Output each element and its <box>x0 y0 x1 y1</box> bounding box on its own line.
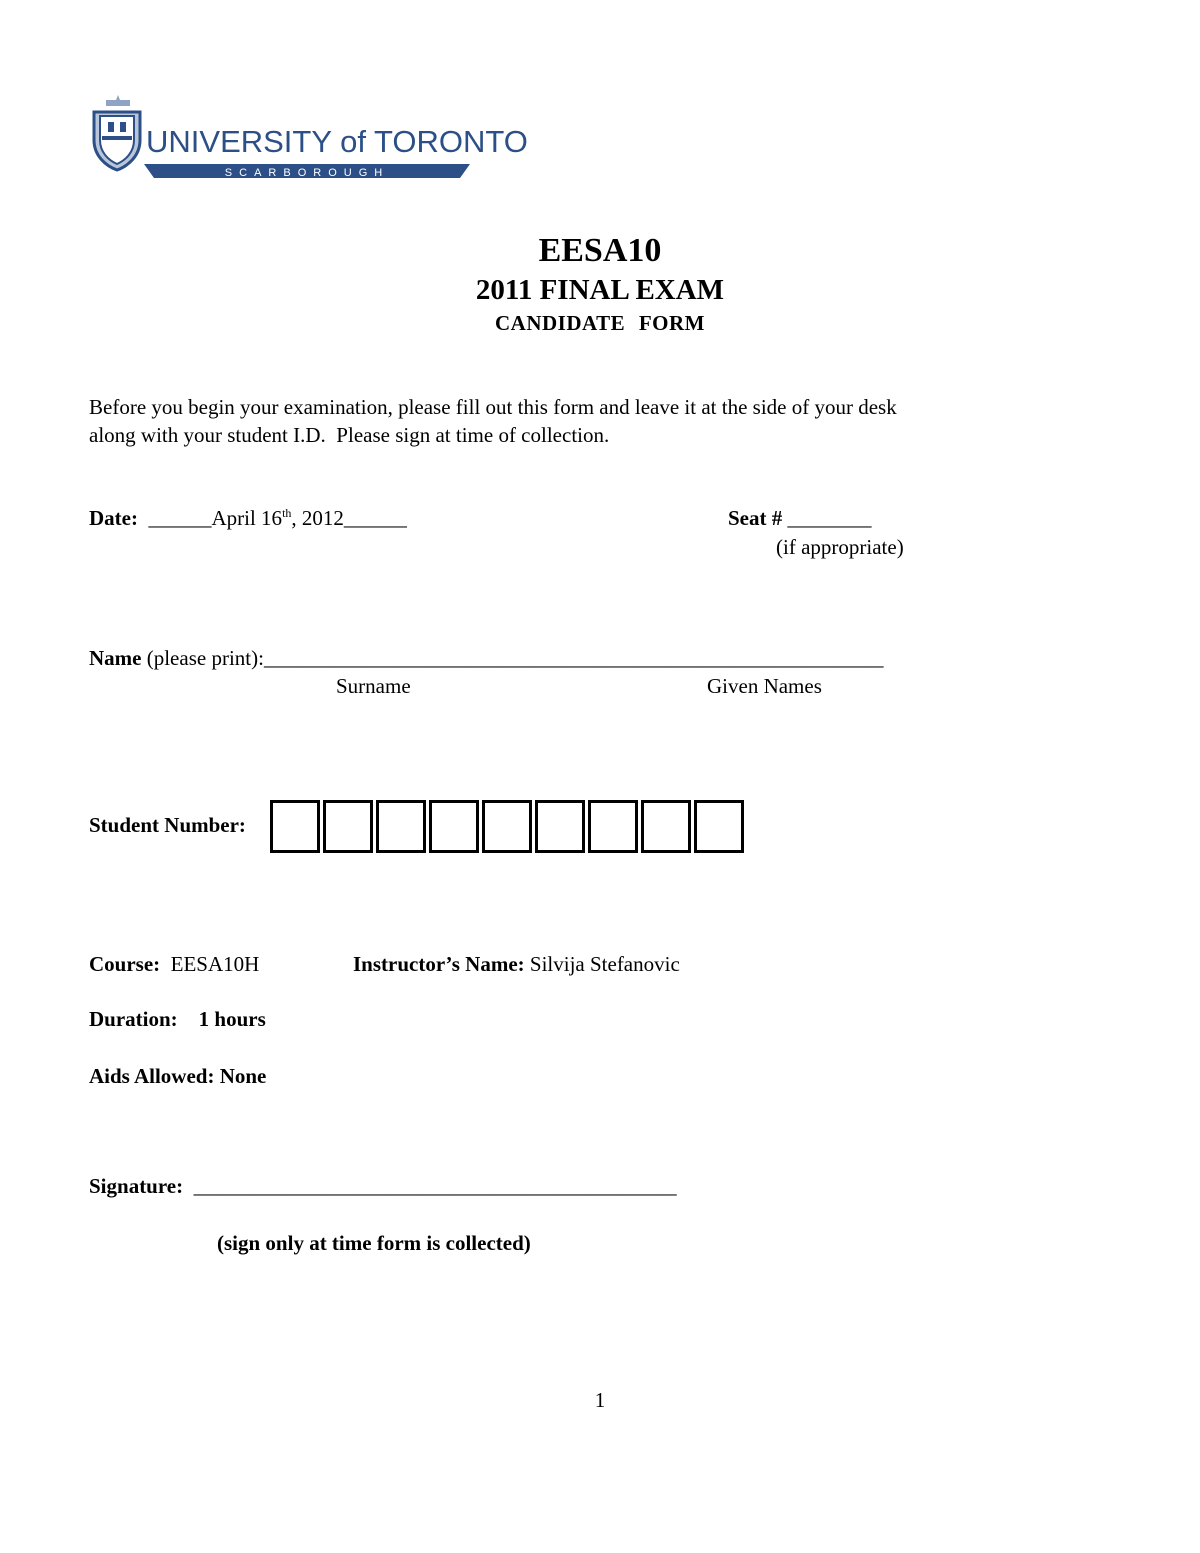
seat-note: (if appropriate) <box>776 535 904 559</box>
signature-note: (sign only at time form is collected) <box>217 1231 531 1255</box>
given-names-label: Given Names <box>707 674 822 698</box>
student-number-box[interactable] <box>588 800 638 853</box>
page-number: 1 <box>594 1388 606 1412</box>
student-number-box[interactable] <box>482 800 532 853</box>
student-number-box[interactable] <box>429 800 479 853</box>
name-label: Name <box>89 646 142 670</box>
duration-value: 1 hours <box>198 1007 266 1031</box>
student-number-box[interactable] <box>376 800 426 853</box>
crest-icon <box>94 95 140 170</box>
instructions-line-1: Before you begin your examination, please fill out this form and leave it at the side of your desk <box>89 395 897 419</box>
duration-field <box>89 1005 266 1033</box>
date-value: ______April 16th, 2012______ <box>148 506 407 530</box>
student-number-box[interactable] <box>323 800 373 853</box>
instructions-line-2: along with your student I.D. Please sign at time of collection. <box>89 423 610 447</box>
date-field <box>89 504 407 532</box>
seat-label: Seat # <box>728 506 783 530</box>
course-code-title: EESA10 <box>538 232 662 269</box>
student-number-box[interactable] <box>270 800 320 853</box>
logo-wordmark: UNIVERSITY of TORONTO <box>146 124 528 159</box>
course-value: EESA10H <box>170 952 260 976</box>
name-hint: (please print): <box>146 646 264 670</box>
signature-field <box>89 1172 677 1200</box>
signature-label: Signature: <box>89 1174 184 1198</box>
student-number-label: Student Number: <box>89 813 246 837</box>
name-blank[interactable]: ___________________________________________________________ <box>263 646 884 670</box>
instructor-label: Instructor’s Name: <box>353 952 525 976</box>
surname-label: Surname <box>336 674 411 698</box>
course-field <box>89 950 259 978</box>
student-number-box[interactable] <box>535 800 585 853</box>
aids-value: None <box>219 1064 267 1088</box>
student-number-box[interactable] <box>694 800 744 853</box>
course-label: Course: <box>89 952 161 976</box>
duration-label: Duration: <box>89 1007 178 1031</box>
exam-title: 2011 FINAL EXAM <box>475 274 725 306</box>
name-field <box>89 644 883 672</box>
date-label: Date: <box>89 506 138 530</box>
instructor-field <box>353 950 680 978</box>
form-title: CANDIDATE FORM <box>494 311 706 335</box>
aids-label: Aids Allowed: <box>89 1064 215 1088</box>
university-logo <box>92 92 528 184</box>
student-number-box[interactable] <box>641 800 691 853</box>
aids-field <box>89 1062 266 1090</box>
seat-blank[interactable]: ________ <box>787 506 872 530</box>
student-number-boxes <box>270 800 744 853</box>
instructor-value: Silvija Stefanovic <box>529 952 680 976</box>
seat-field <box>728 504 872 532</box>
signature-blank[interactable]: ______________________________________________ <box>193 1174 677 1198</box>
logo-campus: SCARBOROUGH <box>224 167 390 179</box>
